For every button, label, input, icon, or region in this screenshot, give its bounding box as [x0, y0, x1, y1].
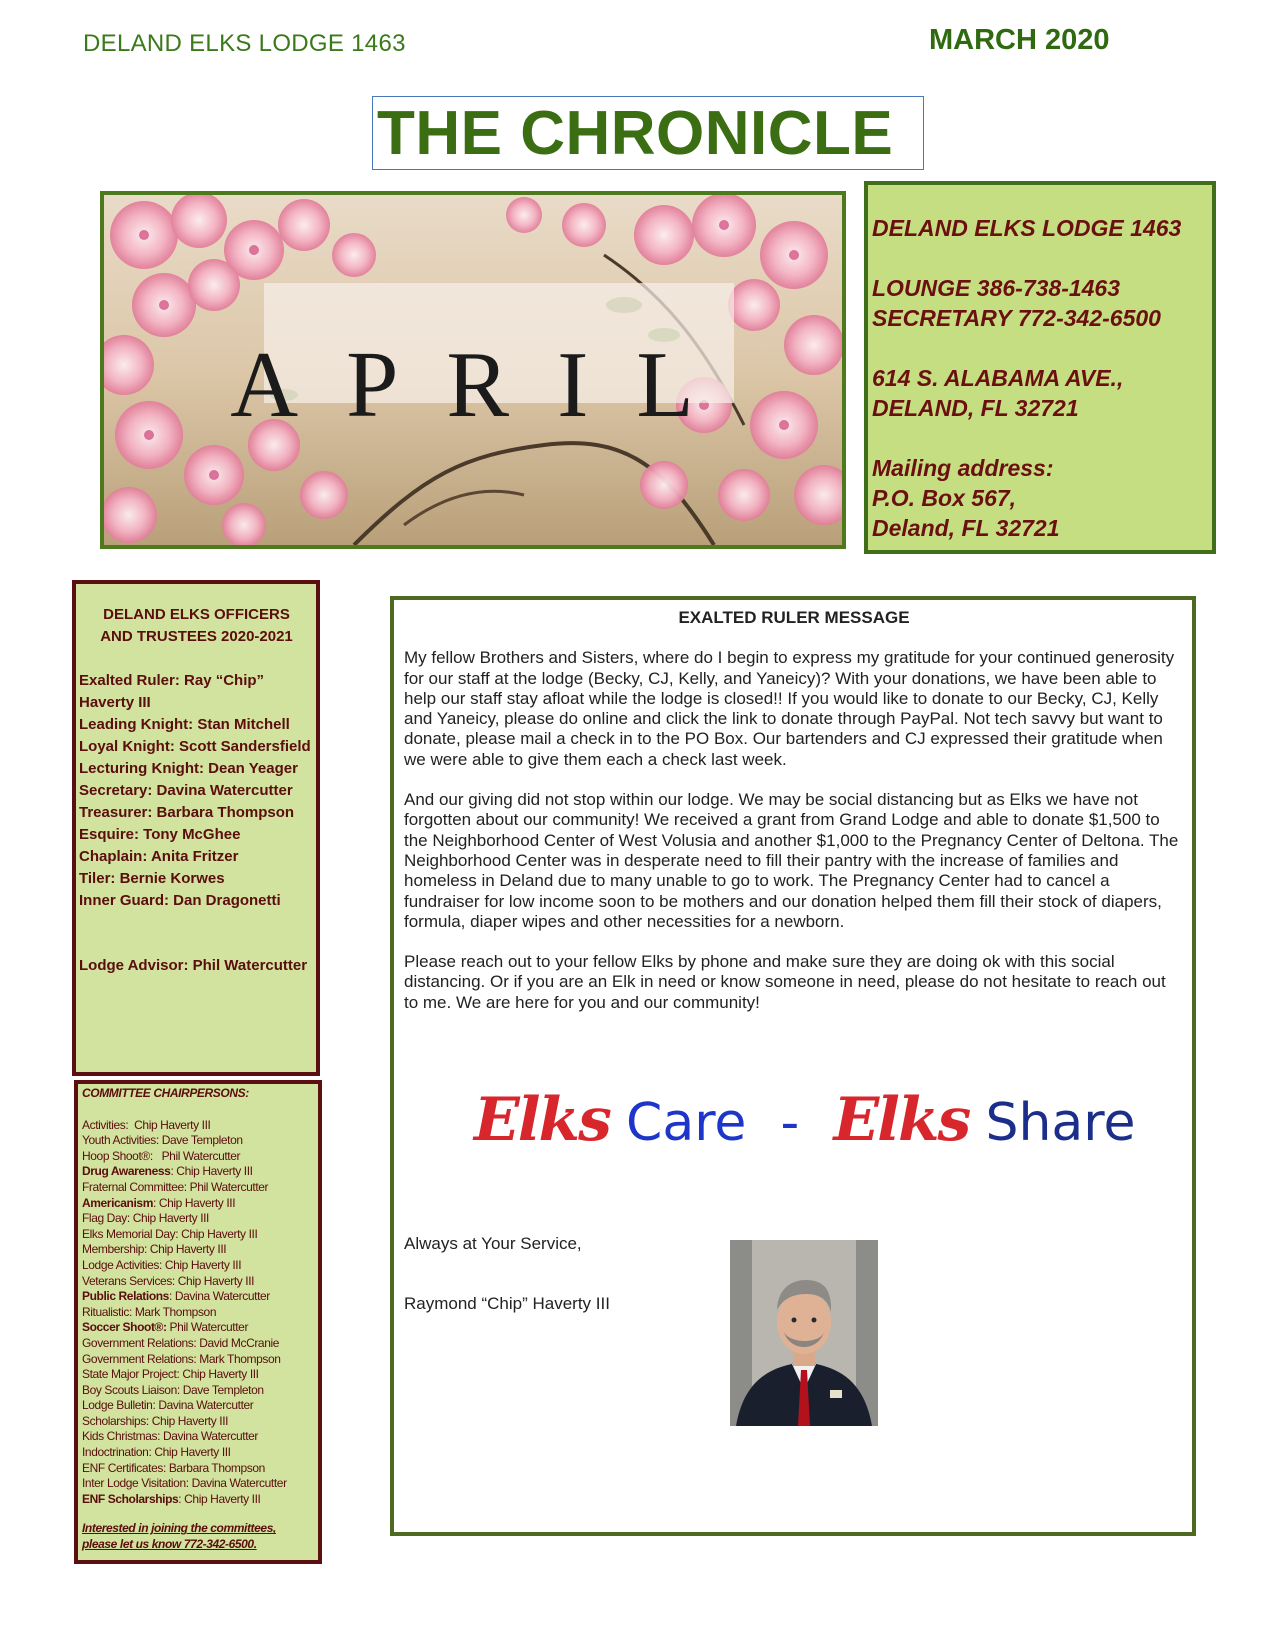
committee-row	[82, 1242, 316, 1258]
lodge-name-header: DELAND ELKS LODGE 1463	[83, 30, 406, 57]
committee-chair-name: Chip Haverty III	[179, 1367, 259, 1382]
committee-row	[82, 1367, 316, 1383]
officer-item: Esquire: Tony McGhee	[79, 826, 241, 843]
signoff: Always at Your Service,	[404, 1234, 582, 1253]
banner-word: APRIL	[230, 333, 742, 437]
committee-role: Activities:	[82, 1117, 129, 1132]
contact-lounge-phone: LOUNGE 386-738-1463	[872, 275, 1121, 301]
officer-item: Tiler: Bernie Korwes	[79, 870, 225, 887]
committee-row	[82, 1476, 316, 1492]
committee-row	[82, 1461, 316, 1477]
committee-role: ENF Scholarships	[82, 1491, 179, 1506]
committee-chair-name: Chip Haverty III	[174, 1273, 255, 1288]
committee-row	[82, 1274, 316, 1290]
contact-secretary-phone: SECRETARY 772-342-6500	[872, 305, 1161, 331]
lodge-advisor: Lodge Advisor: Phil Watercutter	[79, 957, 308, 974]
committee-chair-name: : Chip Haverty III	[178, 1491, 261, 1506]
committee-chair-name: Chip Haverty III	[161, 1257, 242, 1272]
share-word: Share	[985, 1093, 1136, 1153]
committee-row	[82, 1227, 316, 1243]
committee-role: Membership:	[82, 1242, 147, 1257]
committee-row	[82, 1149, 316, 1165]
officer-item: Leading Knight: Stan Mitchell	[79, 716, 290, 733]
committee-row	[82, 1429, 316, 1445]
committee-chair-name: : Chip Haverty III	[170, 1164, 253, 1179]
committee-role: Public Relations	[82, 1289, 169, 1304]
officer-item: Exalted Ruler: Ray “Chip” Haverty III	[79, 672, 265, 711]
contact-mailing-label: Mailing address:	[872, 455, 1054, 481]
committee-role: Lodge Bulletin:	[82, 1398, 156, 1413]
elks-care-elks-share-logo	[474, 1075, 1154, 1165]
exalted-ruler-portrait	[730, 1240, 878, 1426]
committee-chair-name: Chip Haverty III	[151, 1445, 231, 1460]
officer-item: Lecturing Knight: Dean Yeager	[79, 760, 298, 777]
committee-role: Elks Memorial Day:	[82, 1226, 179, 1241]
committee-chair-name: David McCranie	[196, 1335, 280, 1350]
committee-row	[82, 1164, 316, 1180]
committee-heading: COMMITTEE CHAIRPERSONS:	[82, 1086, 249, 1100]
committee-role: Veterans Services:	[82, 1273, 175, 1288]
portrait-photo	[730, 1240, 878, 1426]
committee-row	[82, 1336, 316, 1352]
committee-row	[82, 1211, 316, 1227]
exalted-ruler-message-box	[390, 596, 1196, 1536]
committee-role: Drug Awareness	[82, 1164, 171, 1179]
officer-item: Loyal Knight: Scott Sandersfield	[79, 738, 311, 755]
contact-lodge-name: DELAND ELKS LODGE 1463	[872, 215, 1182, 241]
committee-role: Ritualistic:	[82, 1304, 132, 1319]
committee-row	[82, 1180, 316, 1196]
message-paragraph: My fellow Brothers and Sisters, where do I begin to express my gratitude for your continued generosity for our staff at the lodge (Becky, CJ, Kelly, and Yaneicy)? With your donations, we have been able to help our staff stay afloat while the lodge is closed!! If you would like to donate to our Becky, CJ, Kelly and Yaneicy, please do online and click the link to donate through PayPal. Not tech savvy but want to donate, please mail a check in to the PO Box. Our bartenders and CJ expressed their gratitude when we were able to give them each a check last week.	[404, 648, 1175, 769]
committee-chair-name: Davina Watercutter	[155, 1398, 254, 1413]
committee-role: State Major Project:	[82, 1367, 180, 1382]
issue-month: MARCH 2020	[929, 24, 1110, 56]
committee-role: Hoop Shoot®:	[82, 1148, 153, 1163]
officers-heading-line2: AND TRUSTEES 2020-2021	[100, 628, 293, 645]
committee-chair-name: Dave Templeton	[179, 1382, 264, 1397]
committee-row	[82, 1133, 316, 1149]
committee-chair-name: Mark Thompson	[131, 1304, 217, 1319]
committee-chair-name: Chip Haverty III	[129, 1211, 209, 1226]
committee-row	[82, 1118, 316, 1134]
committee-row	[82, 1305, 316, 1321]
committee-role: Youth Activities:	[82, 1133, 159, 1148]
care-word: Care	[626, 1093, 747, 1153]
committee-role: Kids Christmas:	[82, 1429, 161, 1444]
officer-item: Inner Guard: Dan Dragonetti	[79, 892, 281, 909]
committee-row	[82, 1492, 316, 1508]
officer-item: Chaplain: Anita Fritzer	[79, 848, 239, 865]
committee-box	[74, 1080, 322, 1564]
committee-role: ENF Certificates:	[82, 1460, 166, 1475]
committee-row	[82, 1352, 316, 1368]
committee-chair-name: : Chip Haverty III	[152, 1195, 236, 1210]
committee-chair-name: Phil Watercutter	[186, 1179, 269, 1194]
committee-row	[82, 1320, 316, 1336]
committee-chair-name: Davina Watercutter	[160, 1429, 259, 1444]
committee-chair-name: Dave Templeton	[158, 1133, 243, 1148]
elks-logo-word: Elks	[833, 1085, 970, 1155]
committee-chair-name: Chip Haverty III	[178, 1226, 258, 1241]
committee-chair-name: Mark Thompson	[196, 1351, 281, 1366]
committee-row	[82, 1445, 316, 1461]
committee-chair-name: Phil Watercutter	[152, 1148, 241, 1163]
committee-invite-line2: please let us know 772-342-6500.	[82, 1537, 257, 1552]
committee-role: Boy Scouts Liaison:	[82, 1382, 180, 1397]
committee-role: Lodge Activities:	[82, 1257, 162, 1272]
committee-chair-name: Chip Haverty III	[128, 1117, 211, 1132]
message-heading: EXALTED RULER MESSAGE	[678, 608, 910, 627]
committee-row	[82, 1414, 316, 1430]
committee-role: Indoctrination:	[82, 1445, 152, 1460]
contact-mailing-city: Deland, FL 32721	[872, 515, 1060, 541]
newsletter-title: THE CHRONICLE	[377, 99, 894, 168]
officer-item: Treasurer: Barbara Thompson	[79, 804, 295, 821]
officers-heading	[79, 604, 314, 648]
committee-row	[82, 1289, 316, 1305]
committee-role: Scholarships:	[82, 1413, 149, 1428]
elks-logo-word: Elks	[474, 1085, 610, 1155]
committee-list	[82, 1118, 316, 1508]
committee-chair-name: Chip Haverty III	[146, 1242, 227, 1257]
contact-street: 614 S. ALABAMA AVE.,	[872, 365, 1124, 391]
committee-chair-name: Barbara Thompson	[165, 1460, 265, 1475]
committee-row	[82, 1196, 316, 1212]
newsletter-title-box	[372, 96, 924, 170]
committee-chair-name: Chip Haverty III	[148, 1413, 229, 1428]
committee-row	[82, 1258, 316, 1274]
committee-invite-line1: Interested in joining the committees,	[82, 1521, 276, 1536]
message-paragraph: And our giving did not stop within our lodge. We may be social distancing but as Elks we have not forgotten about our community! We received a grant from Grand Lodge and able to donate $1,500 to the Neighborhood Center of West Volusia and another $1,000 to the Pregnancy Center of Deltona. The Neighborhood Center was in desperate need to fill their pantry with the increase of families and homeless in Deland due to many unable to go to work. The Pregnancy Center had to cancel a fundraiser for low income soon to be mothers and our donation helped them fill their stock of diapers, formula, diaper wipes and other necessities for a newborn.	[404, 790, 1179, 931]
committee-role: Government Relations:	[82, 1351, 197, 1366]
committee-row	[82, 1398, 316, 1414]
committee-role: Americanism	[82, 1195, 153, 1210]
contact-po-box: P.O. Box 567,	[872, 485, 1017, 511]
contact-info-box	[864, 181, 1216, 554]
committee-role: Soccer Shoot®:	[82, 1320, 167, 1335]
committee-row	[82, 1383, 316, 1399]
officers-heading-line1: DELAND ELKS OFFICERS	[103, 606, 290, 623]
committee-role: Fraternal Committee:	[82, 1179, 187, 1194]
officers-box	[72, 580, 320, 1076]
officer-list	[79, 670, 314, 912]
committee-role: Inter Lodge Visitation:	[82, 1476, 189, 1491]
signature-name: Raymond “Chip” Haverty III	[404, 1294, 610, 1313]
committee-role: Government Relations:	[82, 1335, 197, 1350]
contact-city: DELAND, FL 32721	[872, 395, 1079, 421]
committee-role: Flag Day:	[82, 1211, 130, 1226]
committee-invite	[82, 1521, 316, 1552]
officer-item: Secretary: Davina Watercutter	[79, 782, 293, 799]
committee-chair-name: Davina Watercutter	[188, 1476, 287, 1491]
logo-dash: -	[780, 1093, 800, 1153]
committee-chair-name: Phil Watercutter	[166, 1320, 249, 1335]
april-banner-image	[100, 191, 846, 549]
message-paragraph: Please reach out to your fellow Elks by phone and make sure they are doing ok with this social distancing. Or if you are an Elk in need or know someone in need, please do not hesitate to reach out to me. We are here for you and our community!	[404, 952, 1166, 1012]
committee-chair-name: : Davina Watercutter	[168, 1289, 270, 1304]
